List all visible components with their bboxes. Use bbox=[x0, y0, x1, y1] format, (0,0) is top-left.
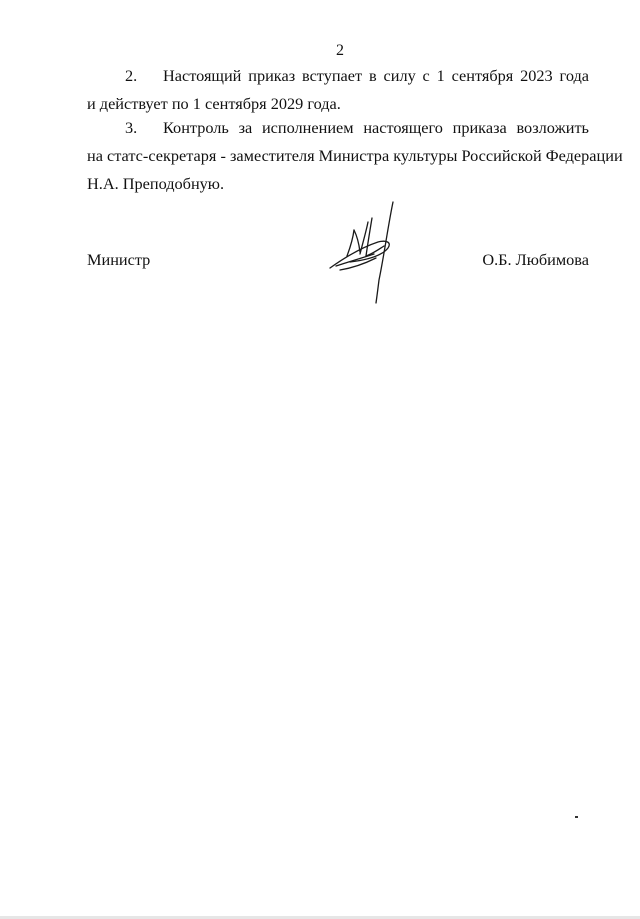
handwritten-signature bbox=[326, 196, 406, 306]
signatory-role: Министр bbox=[87, 250, 151, 269]
paragraph-2-line-1 bbox=[87, 62, 589, 90]
paragraph-2-number: 2. bbox=[125, 66, 138, 85]
signatory-name: О.Б. Любимова bbox=[482, 250, 589, 269]
paragraph-2-line-1-text: Настоящий приказ вступает в силу с 1 сентября 2023 года bbox=[163, 66, 589, 85]
page-number: 2 bbox=[336, 42, 344, 59]
paragraph-2 bbox=[87, 62, 589, 118]
paragraph-3 bbox=[87, 114, 623, 198]
paragraph-3-number: 3. bbox=[125, 118, 138, 137]
scan-speck bbox=[575, 816, 578, 818]
paragraph-3-line-3: Н.А. Преподобную. bbox=[87, 174, 225, 193]
paragraph-3-line-1-text: Контроль за исполнением настоящего приказа возложить bbox=[163, 118, 589, 137]
paragraph-3-line-2: на статс-секретаря - заместителя Министра культуры Российской Федерации bbox=[87, 146, 623, 165]
paragraph-3-line-1 bbox=[87, 114, 589, 142]
paragraph-2-line-2: и действует по 1 сентября 2029 года. bbox=[87, 94, 341, 113]
